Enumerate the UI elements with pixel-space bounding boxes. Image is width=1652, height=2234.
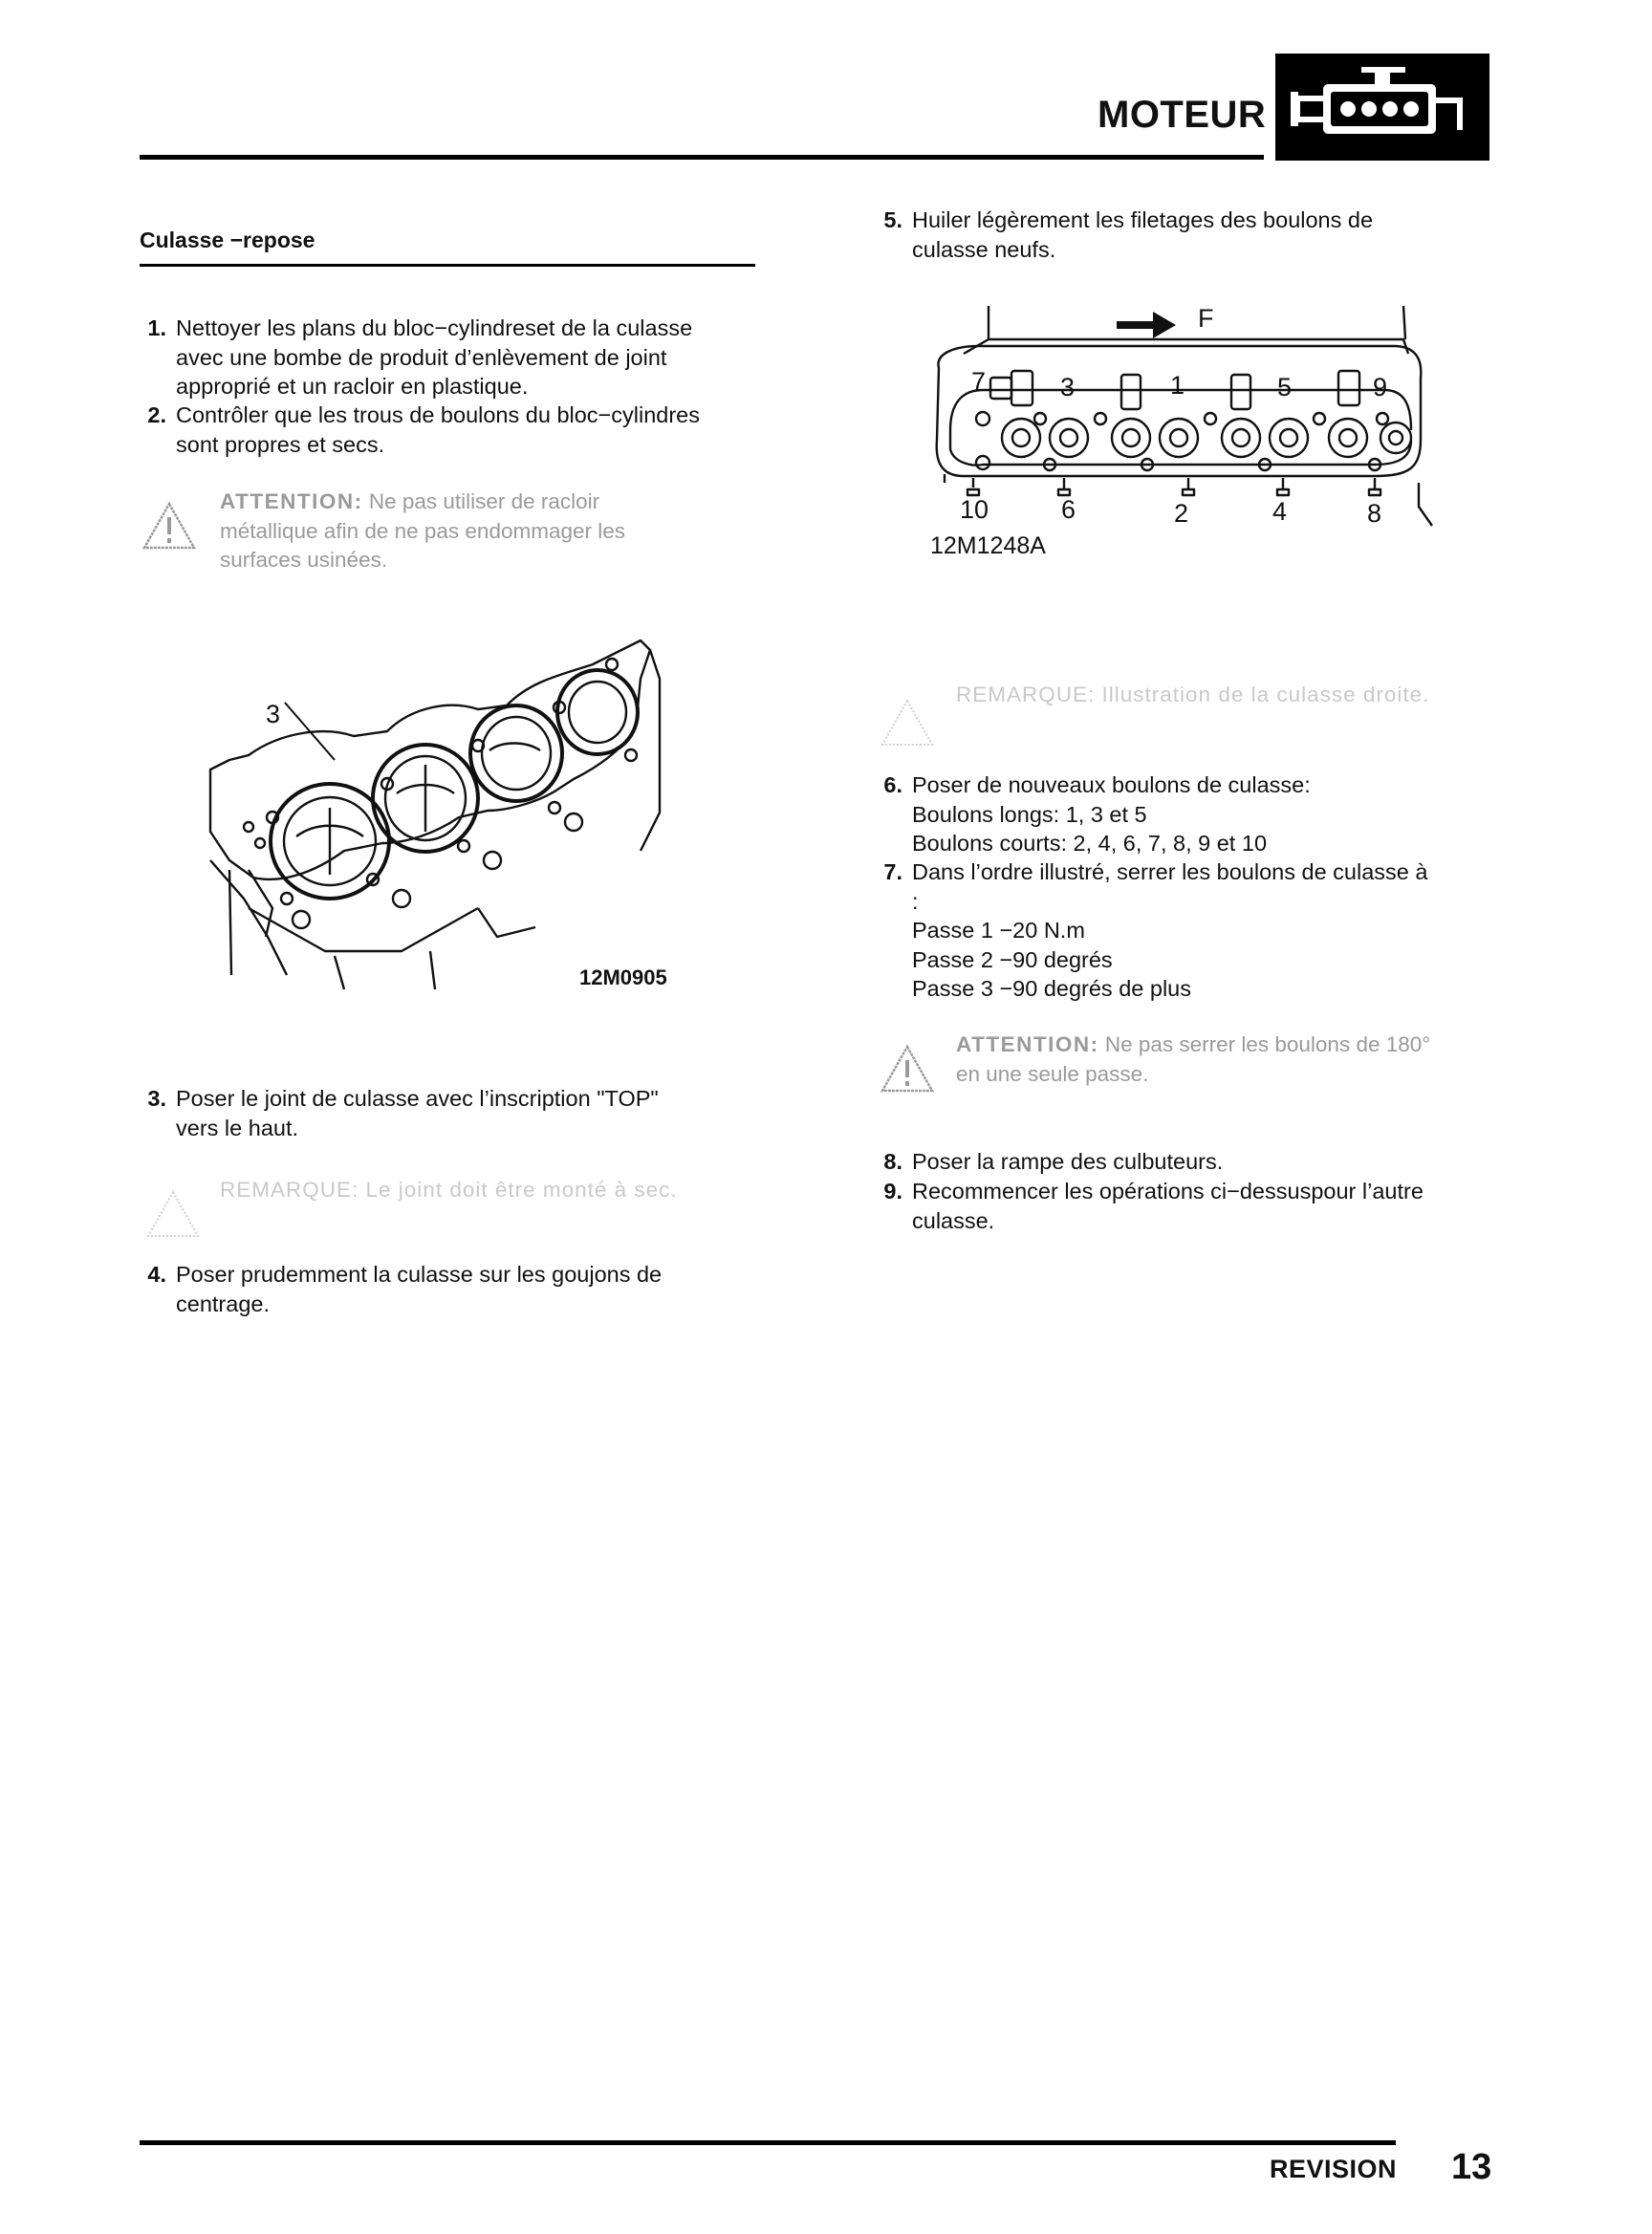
figure-reference: 12M1248A [930, 532, 1046, 559]
step-text: centrage. [176, 1291, 270, 1316]
page-header-title: MOTEUR [1098, 94, 1267, 136]
cylinder-head-figure [925, 287, 1442, 574]
warning-icon [880, 698, 935, 748]
step-text: vers le haut. [176, 1115, 299, 1140]
step-text: Passe 2 −90 degrés [912, 946, 1113, 972]
step-2 [140, 401, 771, 460]
warning-icon [141, 501, 197, 551]
notice-text: en une seule passe. [956, 1061, 1149, 1086]
figure-reference: 12M0905 [579, 965, 667, 989]
bolt-number: 7 [971, 367, 987, 396]
step-text: Huiler légèrement les filetages des boulons de [912, 207, 1374, 232]
step-5 [876, 206, 1507, 265]
bolt-number: 10 [960, 495, 989, 524]
bolt-number: 6 [1061, 495, 1076, 524]
footer-label: REVISION [1270, 2155, 1398, 2183]
figure-callout: 3 [266, 700, 281, 728]
step-text: culasse. [912, 1207, 995, 1233]
step-text: Boulons longs: 1, 3 et 5 [912, 801, 1147, 827]
notice-text: surfaces usinées. [220, 548, 388, 572]
bolt-number: 1 [1170, 371, 1185, 400]
warning-icon [880, 1044, 935, 1094]
notice-text: métallique afin de ne pas endommager les [220, 518, 626, 543]
notice-label: ATTENTION: [220, 489, 363, 513]
bolt-number: 8 [1367, 499, 1382, 528]
engine-icon [1275, 54, 1489, 161]
bolt-number: 5 [1277, 373, 1293, 401]
direction-label: F [1198, 304, 1214, 333]
remark-notice [141, 1176, 772, 1243]
step-text: Contrôler que les trous de boulons du bloc−cylindres [176, 402, 701, 427]
bolt-sequence-diagram [925, 287, 1442, 574]
notice-text: Ne pas serrer les boulons de 180° [1098, 1032, 1431, 1056]
head-gasket-illustration [191, 621, 688, 1004]
head-gasket-figure [191, 621, 688, 1004]
step-text: Nettoyer les plans du bloc−cylindreset de la culasse [176, 315, 693, 340]
section-rule [140, 264, 755, 267]
step-number: 8. [883, 1149, 902, 1174]
step-number: 4. [147, 1262, 166, 1287]
step-number: 2. [147, 402, 166, 427]
warning-icon [145, 1189, 201, 1239]
header-rule [140, 155, 1264, 160]
bolt-number: 4 [1272, 497, 1288, 526]
step-number: 1. [147, 315, 166, 340]
notice-label: ATTENTION: [956, 1032, 1099, 1056]
step-number: 7. [883, 859, 902, 884]
step-text: : [912, 888, 919, 914]
section-title: Culasse −repose [140, 228, 315, 252]
step-text: avec une bombe de produit d’enlèvement de joint [176, 344, 667, 370]
step-text: approprié et un racloir en plastique. [176, 374, 529, 399]
step-text: Poser de nouveaux boulons de culasse: [912, 772, 1311, 797]
step-8 [876, 1147, 1507, 1178]
step-7 [876, 857, 1507, 1004]
step-number: 3. [147, 1086, 166, 1111]
page-number: 13 [1451, 2147, 1492, 2187]
step-text: Passe 3 −90 degrés de plus [912, 976, 1191, 1001]
bolt-number: 2 [1174, 499, 1189, 528]
bolt-number: 9 [1373, 373, 1388, 401]
step-9 [876, 1177, 1507, 1236]
notice-text: Le joint doit être monté à sec. [359, 1178, 678, 1202]
step-text: Poser prudemment la culasse sur les goujons de [176, 1262, 663, 1287]
step-text: Boulons courts: 2, 4, 6, 7, 8, 9 et 10 [912, 831, 1268, 856]
step-number: 5. [883, 207, 902, 232]
attention-notice [141, 488, 772, 578]
step-number: 9. [883, 1179, 902, 1204]
notice-label: REMARQUE: [956, 683, 1096, 706]
step-text: Poser le joint de culasse avec l’inscription "TOP" [176, 1086, 659, 1111]
step-text: Poser la rampe des culbuteurs. [912, 1149, 1224, 1174]
notice-text: Illustration de la culasse droite. [1095, 683, 1430, 706]
step-number: 6. [883, 772, 902, 797]
step-4 [140, 1260, 771, 1319]
step-text: Recommencer les opérations ci−dessuspour l’autre [912, 1179, 1424, 1204]
step-text: sont propres et secs. [176, 431, 385, 457]
notice-text: Ne pas utiliser de racloir [362, 489, 600, 513]
attention-notice [878, 1030, 1509, 1097]
remark-notice [878, 681, 1509, 757]
bolt-number: 3 [1060, 373, 1076, 401]
step-text: culasse neufs. [912, 236, 1056, 262]
footer-rule [140, 2140, 1396, 2145]
step-text: Passe 1 −20 N.m [912, 918, 1085, 943]
step-text: Dans l’ordre illustré, serrer les boulons de culasse à [912, 859, 1428, 884]
step-6 [876, 770, 1507, 858]
notice-label: REMARQUE: [220, 1178, 359, 1202]
step-3 [140, 1084, 771, 1143]
